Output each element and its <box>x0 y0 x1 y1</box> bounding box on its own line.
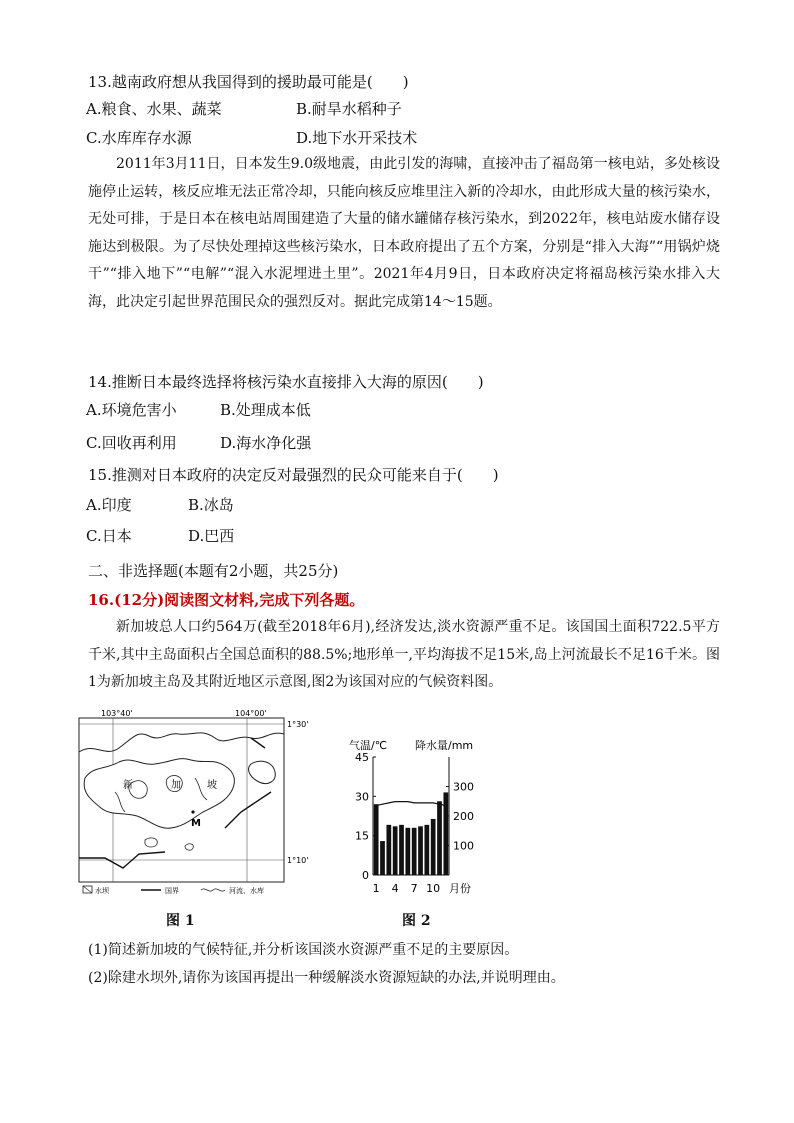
q16-sub-question-2: (2)除建水坝外,请你为该国再提出一种缓解淡水资源短缺的办法,并说明理由。 <box>88 970 565 986</box>
section-2-heading: 二、非选择题(本题有2小题，共25分) <box>88 562 339 580</box>
q14-option-c[interactable]: C.回收再利用 <box>86 434 177 452</box>
chart-temperature-line <box>376 802 446 806</box>
precip-bar-month-5 <box>399 825 404 875</box>
precip-tick-label-200: 200 <box>453 810 474 823</box>
precip-bar-month-11 <box>437 801 442 875</box>
passage-fukushima: 2011年3月11日，日本发生9.0级地震，由此引发的海啸，直接冲击了福岛第一核电站，多处核设施停止运转，核反应堆无法正常冷却，只能向核反应堆里注入新的冷却水，由此形成大量的核污染水，无处可排，于是日本在核电站周围建造了大量的储水罐储存核污染水，到2022年，核电站废水储存设施达到极限。为了尽快处理掉这些核污染水，日本政府提出了五个方案，分别是“排入大海”“用锅炉烧干”“排入地下”“电解”“混入水泥埋进土里”。2021年4月9日，日本政府决定将福岛核污染水排入大海，此决定引起世界范围民众的强烈反对。据此完成第14～15题。 <box>88 156 720 310</box>
figure-2-climate-chart <box>345 735 505 905</box>
map-point-m-label: M <box>191 818 201 829</box>
month-tick-label-4: 4 <box>391 882 399 895</box>
q13-option-b[interactable]: B.耐旱水稻种子 <box>296 100 402 118</box>
precip-bar-month-10 <box>431 819 436 875</box>
map-point-m-marker <box>191 810 194 813</box>
map-place-char-3: 坡 <box>207 780 217 791</box>
q16-passage: 新加坡总人口约564万(截至2018年6月),经济发达,淡水资源严重不足。该国国土面积722.5平方千米,其中主岛面积占全国总面积的88.5%;地形单一,平均海拔不足15米,岛上河流最长不足16千米。图1为新加坡主岛及其附近地区示意图,图2为该国对应的气候资料图。 <box>88 619 720 690</box>
q14-stem: 14.推断日本最终选择将核污染水直接排入大海的原因( ) <box>88 373 484 391</box>
temp-tick-label-15: 15 <box>355 829 369 843</box>
q14-option-a[interactable]: A.环境危害小 <box>86 401 177 419</box>
temp-tick-label-0: 0 <box>362 869 369 882</box>
map-legend-river-label: 河流、水库 <box>229 887 264 895</box>
precip-bar-month-6 <box>405 828 410 875</box>
precip-bar-month-3 <box>386 825 391 875</box>
map-lat-label-2: 1°10' <box>287 856 309 865</box>
q13-option-a[interactable]: A.粮食、水果、蔬菜 <box>86 100 222 118</box>
precip-bar-month-7 <box>412 828 417 875</box>
map-south-island-1 <box>145 838 157 847</box>
figure-1-caption: 图 1 <box>166 913 195 929</box>
precip-bar-month-2 <box>380 841 385 875</box>
map-legend-dam-label: 水坝 <box>95 887 109 895</box>
q13-option-d[interactable]: D.地下水开采技术 <box>296 129 418 147</box>
temp-tick-label-45: 45 <box>355 751 369 764</box>
temp-tick-label-30: 30 <box>355 790 369 804</box>
map-lat-label-1: 1°30' <box>287 720 309 729</box>
precip-tick-label-100: 100 <box>453 839 474 853</box>
month-tick-label-10: 10 <box>426 882 441 895</box>
precip-bar-month-4 <box>393 826 398 875</box>
figure-1-map <box>75 708 315 898</box>
month-tick-label-1: 1 <box>372 882 380 895</box>
precip-bar-month-9 <box>424 825 429 875</box>
map-place-char-2: 加 <box>171 780 181 791</box>
map-south-island-2 <box>185 844 193 850</box>
month-tick-label-7: 7 <box>410 882 418 895</box>
q14-option-b[interactable]: B.处理成本低 <box>220 401 311 419</box>
q15-option-a[interactable]: A.印度 <box>86 496 132 514</box>
map-lon-label-1: 103°40' <box>101 709 133 718</box>
chart-x-unit: 月份 <box>449 882 471 895</box>
q15-option-b[interactable]: B.冰岛 <box>188 496 234 514</box>
q15-option-c[interactable]: C.日本 <box>86 527 132 545</box>
chart-left-axis-title: 气温/℃ <box>349 739 388 752</box>
q16-stem: 16.(12分)阅读图文材料,完成下列各题。 <box>88 591 365 609</box>
q14-option-d[interactable]: D.海水净化强 <box>220 434 312 452</box>
map-legend-dam-icon-mark <box>83 886 92 893</box>
map-place-char-1: 新 <box>123 780 133 791</box>
map-lon-label-2: 104°00' <box>235 709 267 718</box>
chart-right-axis-title: 降水量/mm <box>415 739 474 752</box>
precip-tick-label-300: 300 <box>453 780 474 794</box>
q16-sub-question-1: (1)简述新加坡的气候特征,并分析该国淡水资源严重不足的主要原因。 <box>88 942 519 958</box>
precip-bar-month-8 <box>418 826 423 875</box>
q13-stem: 13.越南政府想从我国得到的援助最可能是( ) <box>88 73 409 91</box>
map-legend-river-icon <box>201 889 225 891</box>
q13-option-c[interactable]: C.水库库存水源 <box>86 129 192 147</box>
figure-2-caption: 图 2 <box>402 913 431 929</box>
q15-stem: 15.推测对日本政府的决定反对最强烈的民众可能来自于( ) <box>88 466 499 484</box>
precip-bar-month-1 <box>374 804 379 875</box>
q15-option-d[interactable]: D.巴西 <box>188 527 235 545</box>
map-legend-border-label: 国界 <box>165 887 179 895</box>
